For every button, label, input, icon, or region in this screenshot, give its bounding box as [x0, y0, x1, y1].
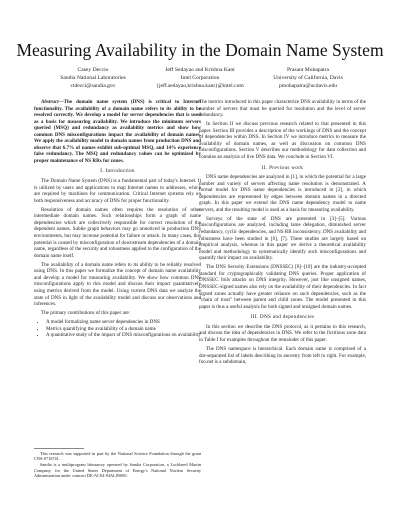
footnote: Sandia is a multiprogram laboratory operated by Sandia Corporation, a Lockheed Martin Company, for the United States Department of Energy's National Nuclear Security Administration under contract DE-AC04-94AL85000. — [34, 462, 201, 479]
paragraph: Resolution of domain names often requires the resolution of other intermediate domain names. Such relationships form a graph of name dependencies which are collectively responsible for correct resolution of the dependent names. Subtle graph behaviors may go unnoticed in production DNS environments, but may increase potential for failure or attack. In many cases, this potential is caused by misconfiguration of downstream dependencies of a domain name, regardless of the security and robustness applied to the configuration of the domain name itself. — [34, 206, 201, 259]
section-heading-dns-dependencies: III. DNS and dependencies — [250, 314, 315, 321]
author-affiliation: University of California, Davis — [273, 74, 343, 81]
author-affiliation: Sandia National Laboratories — [60, 74, 126, 81]
paragraph: Surveys of the state of DNS are presented in [3]–[5]. Various misconfigurations are analyzed, including lame delegation, diminished server redundancy, cyclic dependencies, and NS RR inconsistency. DNS availability and robustness have been studied in [6], [7]. These studies are largely based on empirical analysis, whereas in this paper we derive a theoretical availability model and methodology to systematically identify such misconfigurations and quantify their impact on availability. — [199, 215, 366, 262]
paragraph: The availability of a domain name refers to its ability to be reliably resolved using DNS. In this paper we formalize the concept of domain name availability and develop a model for measuring availability. We show how common DNS misconfigurations apply to this model and discuss their impact quantitatively using metrics derived from the model. Using current DNS data we analyze the state of DNS in light of the availability model and discuss our observations and inferences. — [34, 261, 201, 308]
footnote: This research was supported in part by the National Science Foundation through the grant CNS-0716741. — [34, 450, 201, 461]
section-heading-previous-work: II. Previous work — [261, 164, 304, 171]
abstract-lead: Abstract — [41, 99, 59, 105]
author-name: Prasant Mohapatra — [286, 67, 330, 73]
list-item: • A quantitative study of the impact of DNS misconfigurations on availability — [46, 332, 201, 339]
right-column — [199, 99, 366, 368]
author-block-2 — [140, 67, 260, 90]
paragraph: In Section II we discuss previous research related to that presented in this paper. Section III provides a description of the workings of DNS and the concept of dependencies within DNS. In Section IV we introduce metrics to measure the availability of domain names, as well as discussion on common DNS misconfigurations. Section V describes our methodology for data collection and contains an analysis of live DNS data. We conclude in Section VI. — [199, 121, 366, 160]
paragraph: The primary contributions of this paper are: — [41, 310, 131, 317]
author-block-1 — [33, 67, 153, 90]
list-item: • Metrics quantifying the availability of a domain name — [46, 326, 201, 333]
paragraph: The DNS Security Extensions (DNSSEC) [8]–[10] are the industry-accepted standard for cryptographically validating DNS queries. Proper application of DNSSEC foils attacks on DNS integrity. However, just like unsigned names, DNSSEC-signed names also rely on the availability of their dependencies. In fact signed zones actually have greater reliance on such dependencies, such as the "chain of trust" between parent and child zones. The model presented in this paper is thus a useful analysis for both signed and unsigned domain names. — [199, 264, 366, 310]
author-affiliation: Intel Corporation — [180, 74, 220, 81]
author-email: pmohapatra@ucdavis.edu — [278, 82, 338, 89]
footnotes — [34, 448, 201, 480]
paragraph: The metrics introduced in this paper characterize DNS availability in terms of the number of servers that must be queried for resolution and the level of server redundancy. — [199, 99, 366, 119]
section-heading-introduction: I. Introduction — [100, 168, 135, 175]
list-item: • A model formalizing name server dependencies in DNS — [46, 319, 201, 326]
abstract — [34, 99, 201, 164]
author-name: Casey Deccio — [77, 67, 109, 73]
contribution-list — [34, 319, 201, 339]
paper-title: Measuring Availability in the Domain Name System — [16, 40, 384, 60]
paragraph: In this section we describe the DNS protocol, as it pertains to this research, and discuss the idea of dependencies in DNS. We refer to the fictitious zone data in Table I for examples throughout the remainder of this paper. — [199, 323, 366, 343]
paragraph: The DNS namespace is hierarchical. Each domain name is comprised of a dot-separated list of labels describing its ancestry from left to right. For example, foo.net is a subdomain, — [199, 345, 366, 366]
paragraph: The Domain Name System (DNS) is a fundamental part of today's Internet. It is utilized by users and applications to map Internet names to addresses, which are required by machines for communication. Critical Internet systems rely on both responsiveness and accuracy of DNS for proper functionality. — [34, 178, 201, 204]
author-block-3 — [248, 67, 368, 90]
footnote-rule — [34, 448, 84, 449]
abstract-text: —The domain name system (DNS) is critical to Internet functionality. The availability of a domain name refers to its ability to be resolved correctly. We develop a model for server dependencies that is used as a basis for measuring availability. We introduce the minimum servers queried (MSQ) and redundancy as availability metrics and show how common DNS misconfigurations impact the availability of domain names. We apply the availability model to domain names from production DNS and observe that 6.7% of names exhibit sub-optimal MSQ, and 14% experience false redundancy. The MSQ and redundancy values can be optimized by proper maintenance of NS RRs for zones. — [34, 99, 201, 164]
paragraph: DNS name dependencies are analyzed in [1], in which the potential for a large number and variety of servers affecting name resolution is demonstrated. A formal model for DNS name dependencies is introduced in [2], in which dependencies are represented by edges between domain names in a directed graph. In this paper we extend the DNS name dependency model to name servers, and the resulting model is used as a basis for measuring availability. — [199, 174, 366, 213]
left-column — [34, 99, 201, 341]
author-email: {jeff.sedayao,krishna.kant}@intel.com — [156, 82, 244, 89]
author-email: ctdecci@sandia.gov — [70, 82, 116, 89]
author-name: Jeff Sedayao and Krishna Kant — [165, 67, 235, 73]
